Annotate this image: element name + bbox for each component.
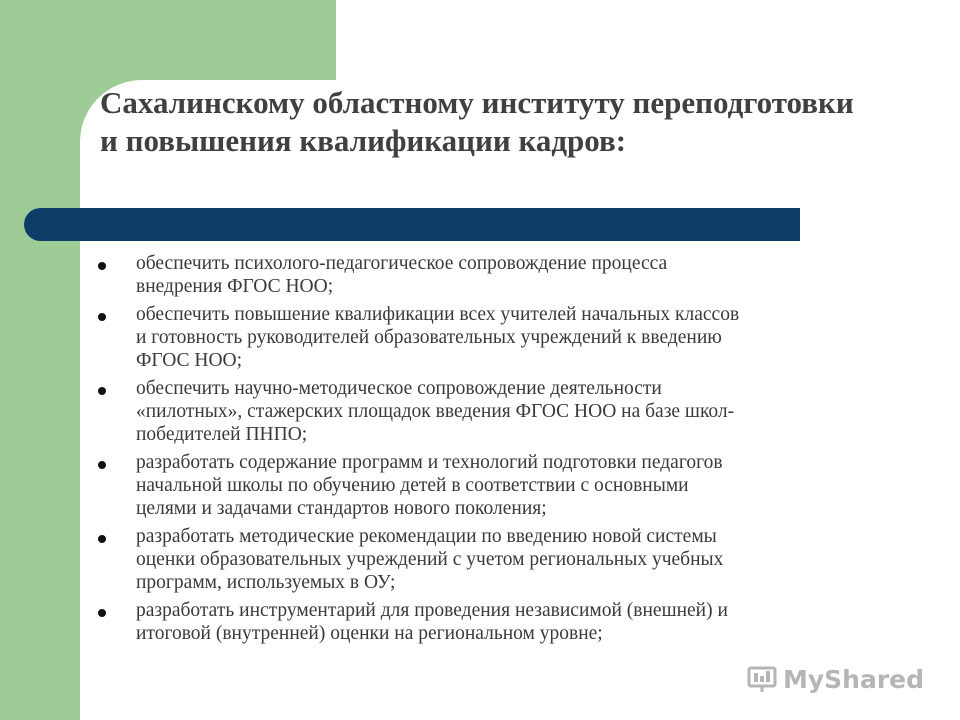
bullet-line: начальной школы по обучению детей в соответствии с основными (136, 475, 689, 496)
bullet-dot-icon (98, 387, 106, 395)
bullet-text (136, 303, 898, 372)
title-divider-bar (24, 208, 800, 241)
bullet-line: целями и задачами стандартов нового поколения; (136, 498, 547, 519)
slide-title-line: и повышения квалификации кадров: (100, 123, 627, 158)
bullet-line: победителей ПНПО; (136, 424, 308, 445)
bullet-line: обеспечить психолого-педагогическое сопровождение процесса (136, 253, 668, 274)
presentation-board-icon (747, 666, 777, 694)
slide-title-line: Сахалинскому областному институту переподготовки (100, 85, 854, 120)
bullet-text (136, 599, 898, 645)
bullet-line: «пилотных», стажерских площадок введения ФГОС НОО на базе школ- (136, 401, 735, 422)
bullet-line: итоговой (внутренней) оценки на региональном уровне; (136, 623, 603, 644)
bullet-dot-icon (98, 535, 106, 543)
bullet-line: разработать инструментарий для проведения независимой (внешней) и (136, 600, 728, 621)
bullet-line: обеспечить повышение квалификации всех учителей начальных классов (136, 304, 740, 325)
bullet-line: ФГОС НОО; (136, 350, 243, 371)
bullet-line: внедрения ФГОС НОО; (136, 276, 334, 297)
bullet-item (98, 599, 898, 645)
bullet-list (98, 252, 898, 650)
bullet-line: оценки образовательных учреждений с учетом региональных учебных (136, 549, 724, 570)
slide-title (100, 84, 920, 160)
myshared-watermark (747, 665, 924, 694)
bullet-dot-icon (98, 461, 106, 469)
bullet-dot-icon (98, 262, 106, 270)
bullet-text (136, 525, 898, 594)
bullet-dot-icon (98, 313, 106, 321)
bullet-text (136, 377, 898, 446)
bullet-item (98, 451, 898, 520)
bullet-line: разработать содержание программ и технологий подготовки педагогов (136, 452, 723, 473)
watermark-text: MyShared (782, 665, 924, 694)
bullet-text (136, 252, 898, 298)
bullet-line: программ, используемых в ОУ; (136, 572, 396, 593)
bullet-dot-icon (98, 609, 106, 617)
bullet-line: и готовность руководителей образовательных учреждений к введению (136, 327, 722, 348)
bullet-text (136, 451, 898, 520)
bullet-line: обеспечить научно-методическое сопровождение деятельности (136, 378, 662, 399)
bullet-item (98, 377, 898, 446)
bullet-item (98, 303, 898, 372)
bullet-item (98, 252, 898, 298)
bullet-line: разработать методические рекомендации по введению новой системы (136, 526, 717, 547)
bullet-item (98, 525, 898, 594)
